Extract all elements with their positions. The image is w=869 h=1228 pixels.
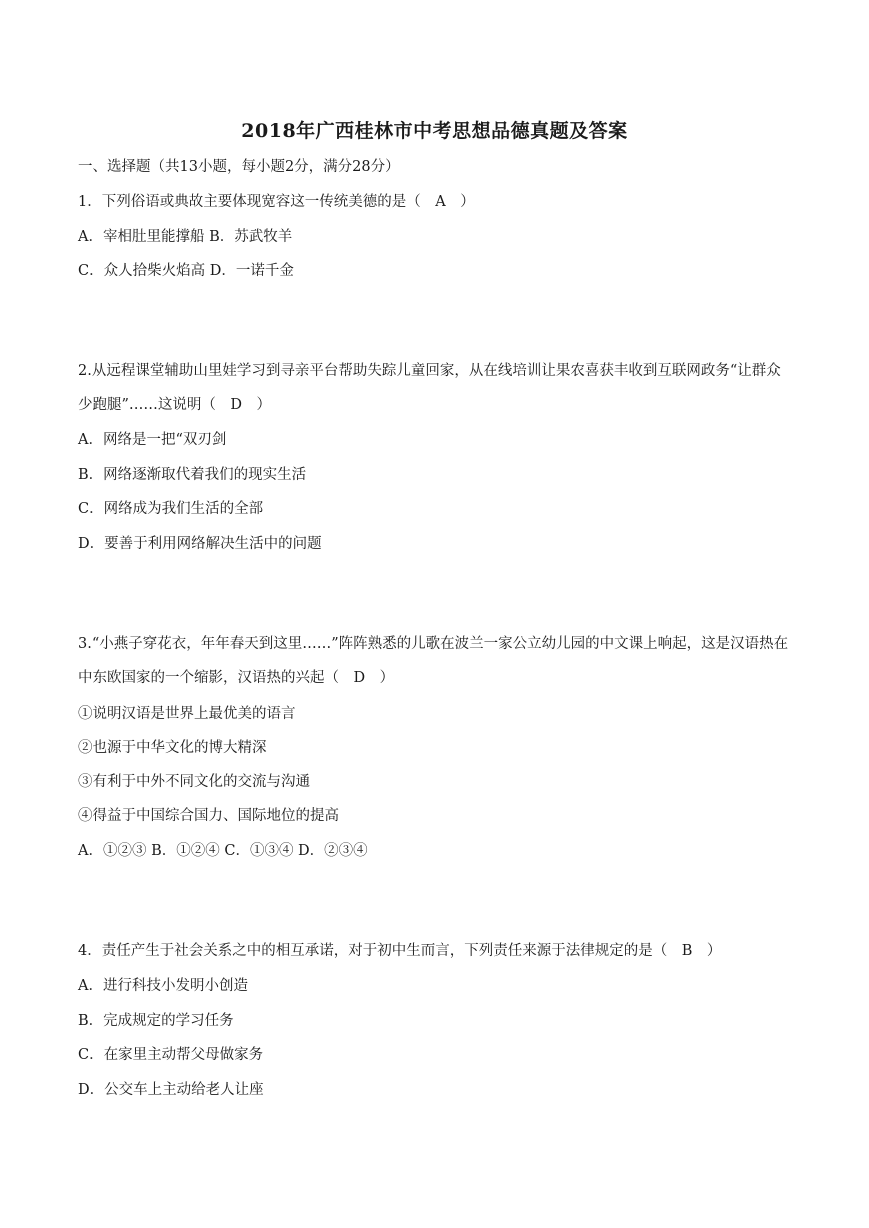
question-1-option-line: A．宰相肚里能撑船 B．苏武牧羊 [78, 229, 293, 245]
question-2-option-a: A．网络是一把“双刃剑 [78, 432, 227, 448]
question-2-option-b: B．网络逐渐取代着我们的现实生活 [78, 467, 307, 483]
question-2-option-d: D．要善于利用网络解决生活中的问题 [78, 536, 322, 552]
question-3-statement-2: ②也源于中华文化的博大精深 [78, 740, 267, 756]
question-4-option-d: D．公交车上主动给老人让座 [78, 1082, 264, 1098]
question-3-statement-4: ④得益于中国综合国力、国际地位的提高 [78, 808, 339, 824]
question-2-option-c: C．网络成为我们生活的全部 [78, 501, 264, 517]
question-4-option-b: B．完成规定的学习任务 [78, 1013, 234, 1029]
question-2-stem: 2.从远程课堂辅助山里娃学习到寻亲平台帮助失踪儿童回家，从在线培训让果农喜获丰收到互联网政务“让群众少跑腿”……这说明（ D ） [78, 363, 781, 413]
question-1-stem: 1．下列俗语或典故主要体现宽容这一传统美德的是（ A ） [78, 194, 475, 210]
document-title: 2018年广西桂林市中考思想品德真题及答案 [241, 120, 628, 142]
question-4-stem: 4．责任产生于社会关系之中的相互承诺，对于初中生而言，下列责任来源于法律规定的是（ B ） [78, 943, 722, 959]
question-3-statement-3: ③有利于中外不同文化的交流与沟通 [78, 774, 310, 790]
question-4-option-c: C．在家里主动帮父母做家务 [78, 1047, 264, 1063]
question-3-stem: 3.“小燕子穿花衣，年年春天到这里……”阵阵熟悉的儿歌在波兰一家公立幼儿园的中文课上响起，这是汉语热在中东欧国家的一个缩影，汉语热的兴起（ D ） [78, 636, 789, 686]
question-4-option-a: A．进行科技小发明小创造 [78, 978, 248, 994]
question-1-option-line: C．众人拾柴火焰高 D．一诺千金 [78, 263, 294, 279]
question-3-statement-1: ①说明汉语是世界上最优美的语言 [78, 706, 296, 722]
question-3-options: A．①②③ B．①②④ C．①③④ D．②③④ [78, 843, 368, 859]
section-heading: 一、选择题（共13小题，每小题2分，满分28分） [78, 159, 400, 175]
